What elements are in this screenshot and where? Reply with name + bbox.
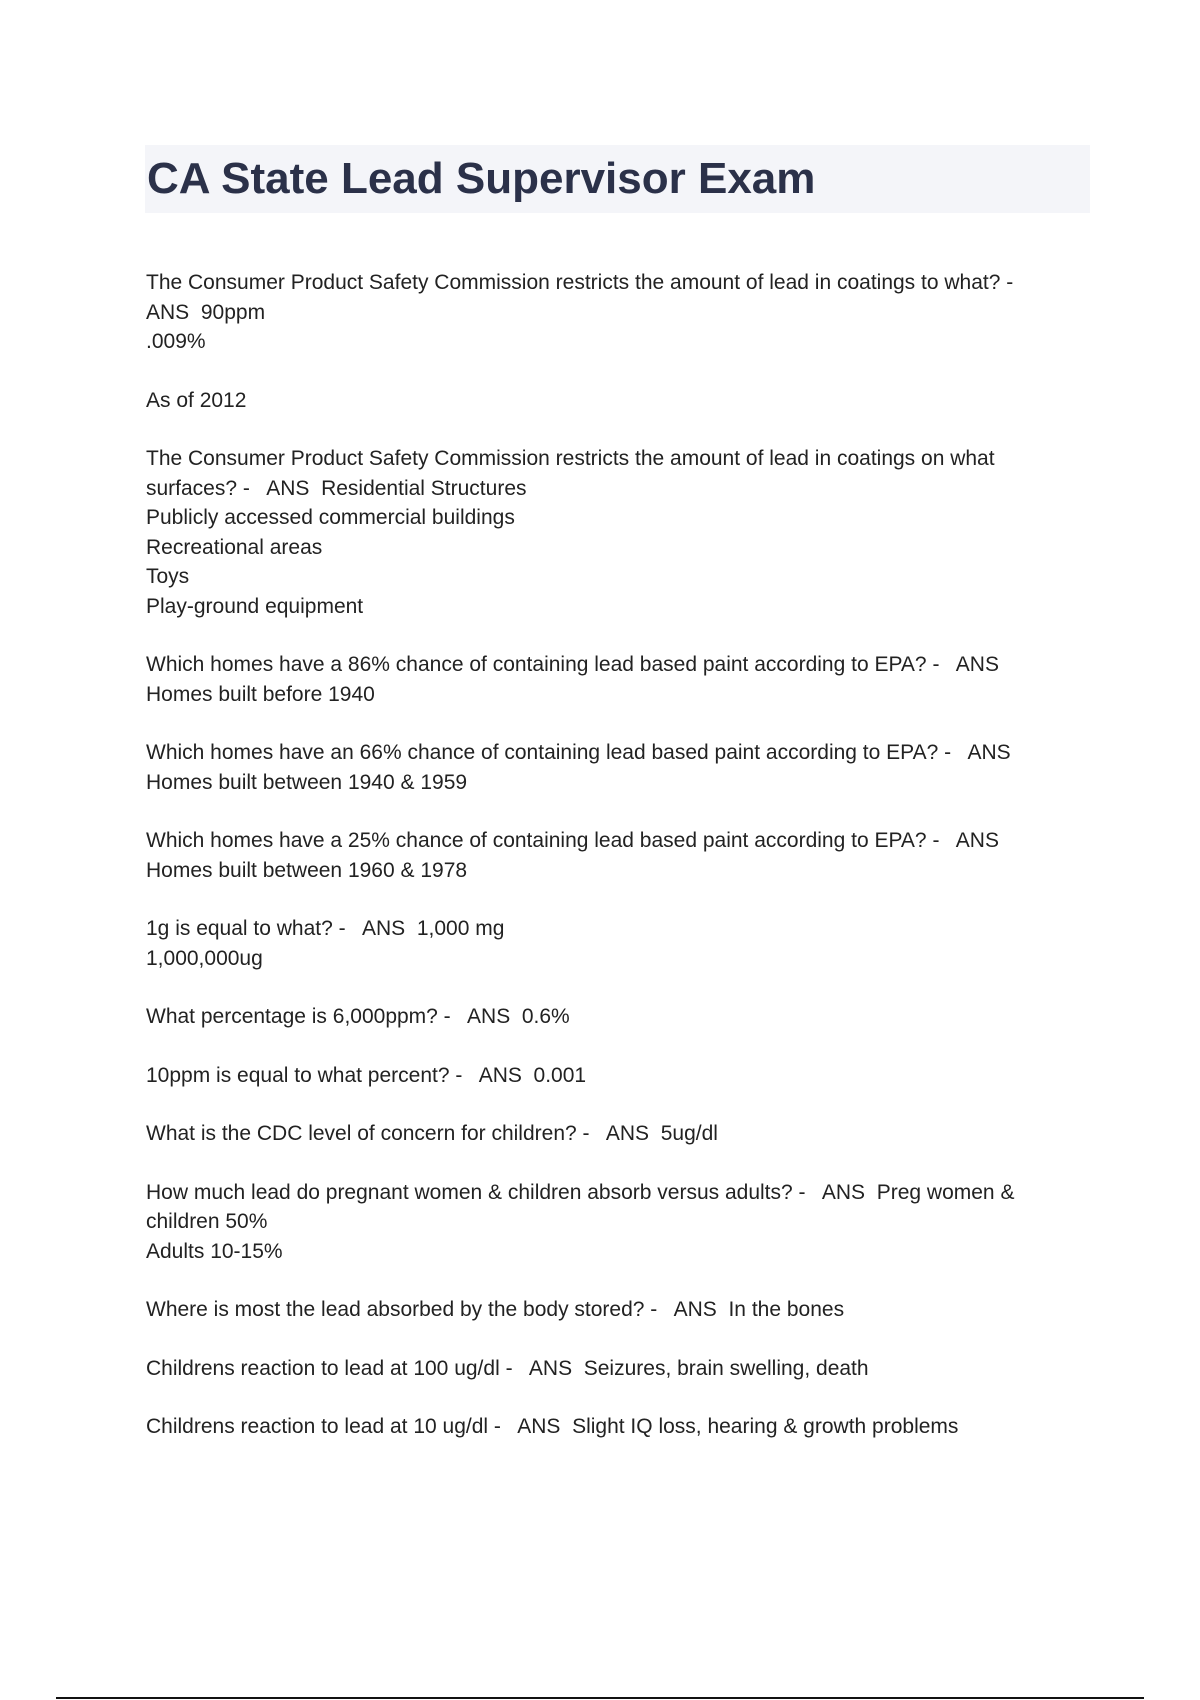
- footer-divider: [56, 1697, 1144, 1699]
- qa-text-line: ANS 90ppm: [146, 300, 266, 324]
- qa-item: [146, 386, 1091, 416]
- qa-text-line: Toys: [146, 565, 190, 588]
- qa-text-line: Which homes have a 86% chance of containing lead based paint according to EPA? - ANS: [146, 653, 999, 676]
- qa-text-line: Publicly accessed commercial buildings: [146, 506, 515, 529]
- qa-text-line: Play-ground equipment: [146, 594, 364, 618]
- qa-text-line: Which homes have a 25% chance of containing lead based paint according to EPA? - ANS: [146, 829, 999, 852]
- qa-text-line: As of 2012: [146, 388, 247, 412]
- qa-item: [146, 914, 1091, 973]
- qa-item: [146, 650, 1091, 709]
- qa-item: [146, 444, 1091, 621]
- title-banner: [145, 145, 1090, 213]
- document-title: CA State Lead Supervisor Exam: [147, 154, 816, 203]
- qa-text-line: Childrens reaction to lead at 100 ug/dl - ANS Seizures, brain swelling, death: [146, 1356, 869, 1380]
- qa-list: [146, 268, 1091, 1471]
- qa-text-line: surfaces? - ANS Residential Structures: [146, 476, 527, 500]
- qa-text-line: children 50%: [146, 1210, 268, 1233]
- qa-item: [146, 1178, 1091, 1267]
- qa-item: [146, 1412, 1091, 1442]
- qa-item: [146, 268, 1091, 357]
- qa-item: [146, 1354, 1091, 1384]
- qa-item: [146, 1295, 1091, 1325]
- qa-text-line: Homes built before 1940: [146, 682, 375, 706]
- qa-text-line: The Consumer Product Safety Commission restricts the amount of lead in coatings on what: [146, 447, 995, 470]
- qa-text-line: 10ppm is equal to what percent? - ANS 0.001: [146, 1063, 587, 1087]
- qa-text-line: Homes built between 1960 & 1978: [146, 858, 468, 882]
- qa-text-line: Homes built between 1940 & 1959: [146, 770, 468, 794]
- qa-item: [146, 1119, 1091, 1149]
- qa-text-line: What percentage is 6,000ppm? - ANS 0.6%: [146, 1005, 570, 1028]
- qa-item: [146, 1002, 1091, 1032]
- qa-text-line: How much lead do pregnant women & children absorb versus adults? - ANS Preg women &: [146, 1180, 1015, 1204]
- qa-text-line: 1,000,000ug: [146, 946, 263, 970]
- qa-item: [146, 826, 1091, 885]
- qa-item: [146, 1061, 1091, 1091]
- qa-text-line: .009%: [146, 330, 206, 353]
- qa-text-line: Recreational areas: [146, 535, 323, 559]
- qa-text-line: Adults 10-15%: [146, 1239, 283, 1263]
- qa-text-line: Where is most the lead absorbed by the body stored? - ANS In the bones: [146, 1298, 845, 1321]
- qa-text-line: Which homes have an 66% chance of containing lead based paint according to EPA? - ANS: [146, 741, 1011, 764]
- qa-text-line: The Consumer Product Safety Commission restricts the amount of lead in coatings to what? -: [146, 271, 1014, 294]
- qa-text-line: Childrens reaction to lead at 10 ug/dl - ANS Slight IQ loss, hearing & growth problems: [146, 1415, 959, 1438]
- qa-text-line: 1g is equal to what? - ANS 1,000 mg: [146, 917, 505, 940]
- qa-text-line: What is the CDC level of concern for children? - ANS 5ug/dl: [146, 1122, 718, 1145]
- qa-item: [146, 738, 1091, 797]
